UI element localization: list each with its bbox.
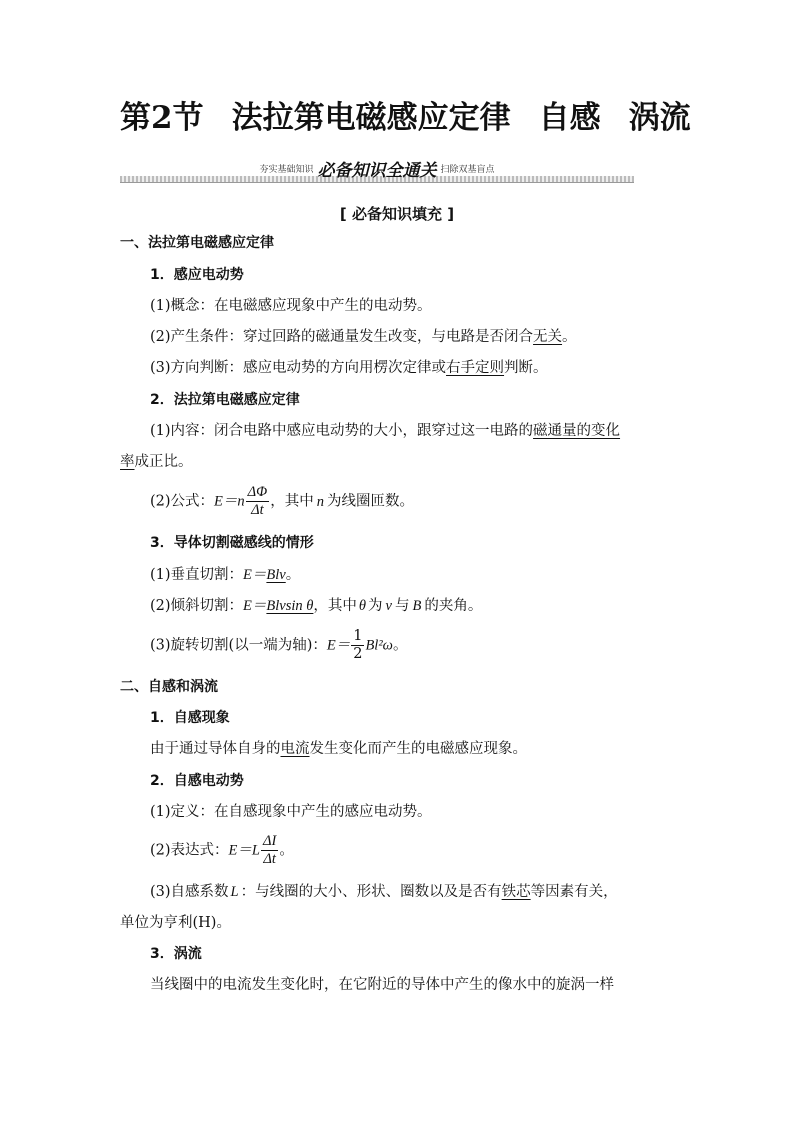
heading-1-2: 2．法拉第电磁感应定律: [150, 392, 300, 408]
formula-faraday: (2)公式：E＝n $\frac{\Delta\Phi}{\Delta t}$ ，其中 n 为线圈匝数。: [150, 484, 414, 518]
paragraph-content: (1)内容：闭合电路中感应电动势的大小，跟穿过这一电路的磁通量的变化: [150, 423, 621, 439]
paragraph-direction: (3)方向判断：感应电动势的方向用楞次定律或右手定则判断。: [150, 360, 548, 376]
heading-2-3: 3．涡流: [150, 946, 202, 962]
paragraph-perpendicular: (1)垂直切割：E＝Blv。: [150, 567, 301, 583]
heading-2-2: 2．自感电动势: [150, 773, 244, 789]
title-topic-3: 涡流: [628, 100, 691, 136]
answer-blank: 铁芯: [501, 884, 531, 900]
heading-1-1: 1．感应电动势: [150, 267, 244, 283]
paragraph-self-induction: 由于通过导体自身的电流发生变化而产生的电磁感应现象。: [150, 741, 527, 757]
paragraph-concept: (1)概念：在电磁感应现象中产生的电动势。: [150, 298, 432, 314]
answer-blank: Blvsin θ: [266, 598, 314, 614]
section-banner: [120, 156, 634, 186]
title-topic-2: 自感: [538, 100, 601, 136]
answer-blank: 率: [120, 454, 135, 470]
heading-2: 二、自感和涡流: [120, 679, 218, 695]
paragraph-eddy-current: 当线圈中的电流发生变化时，在它附近的导体中产生的像水中的旋涡一样: [150, 977, 614, 993]
answer-blank: 右手定则: [446, 360, 505, 376]
banner-left-text: 夯实基础知识: [259, 165, 314, 175]
heading-1-3: 3．导体切割磁感线的情形: [150, 535, 314, 551]
formula-rotation: (3)旋转切割(以一端为轴)：E＝ $\frac{1}{2}$ Bl²ω。: [150, 628, 408, 662]
title-topic-1: 法拉第电磁感应定律: [231, 100, 511, 136]
section-header: [ 必备知识填充 ]: [339, 205, 455, 223]
formula-self-emf: (2)表达式：E＝L $\frac{\Delta I}{\Delta t}$ 。: [150, 833, 294, 867]
paragraph-condition: (2)产生条件：穿过回路的磁通量发生改变，与电路是否闭合无关。: [150, 329, 577, 345]
paragraph-oblique: (2)倾斜切割：E＝Blvsin θ，其中 θ 为 v 与 B 的夹角。: [150, 598, 483, 614]
fraction: $\frac{\Delta\Phi}{\Delta t}$: [247, 484, 268, 518]
banner-right-text: 扫除双基盲点: [440, 165, 495, 175]
title-section-number: 第2节: [120, 100, 204, 136]
banner-center-text: 必备知识全通关: [317, 161, 437, 181]
heading-2-1: 1．自感现象: [150, 710, 230, 726]
paragraph-content-cont: 率成正比。: [120, 454, 193, 470]
answer-blank: 无关: [533, 329, 563, 345]
paragraph-inductance-cont: 单位为亨利(H)。: [120, 915, 231, 931]
answer-blank: 磁通量的变化: [533, 423, 621, 439]
answer-blank: 电流: [280, 741, 310, 757]
fraction: $\frac{\Delta I}{\Delta t}$: [262, 833, 277, 867]
heading-1: 一、法拉第电磁感应定律: [120, 235, 274, 251]
page-title: [120, 92, 691, 137]
paragraph-definition: (1)定义：在自感现象中产生的感应电动势。: [150, 804, 432, 820]
answer-blank: Blv: [266, 567, 286, 583]
paragraph-inductance: (3)自感系数 L ：与线圈的大小、形状、圈数以及是否有铁芯等因素有关，: [150, 884, 618, 900]
fraction: $\frac{1}{2}$: [353, 628, 363, 662]
